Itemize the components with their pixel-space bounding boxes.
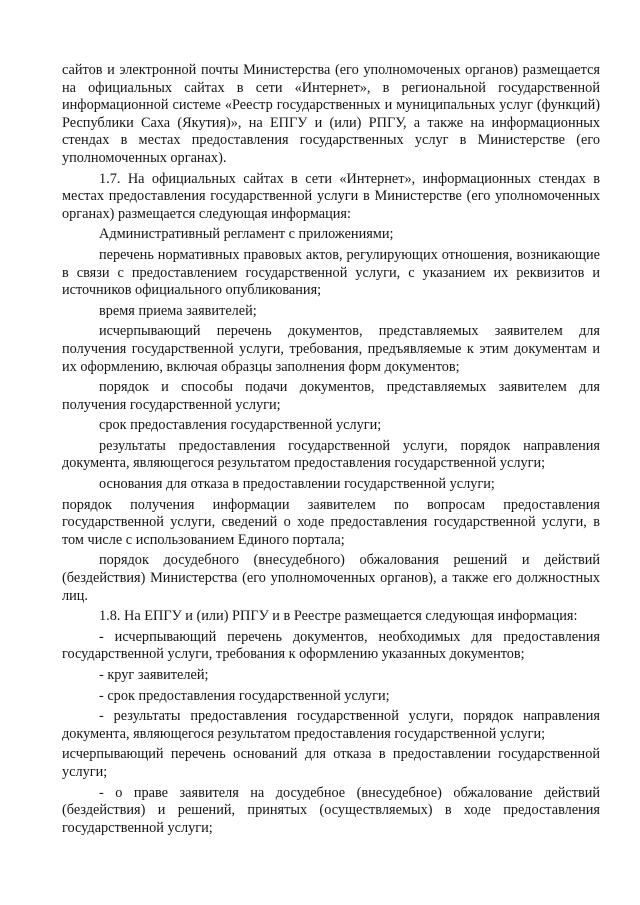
list-item-information-procedure: порядок получения информации заявителем по вопросам предоставления государственной услуги, сведений о ходе предоставления государственной услуги, в том числе с использованием Единого портала; bbox=[62, 496, 600, 548]
document-body bbox=[62, 62, 600, 840]
list-item-refusal-list: исчерпывающий перечень оснований для отказа в предоставлении государственной услуги; bbox=[62, 746, 600, 780]
list-item-results: - результаты предоставления государственной услуги, порядок направления документа, являющегося результатом предоставления государственной услуги; bbox=[62, 708, 600, 742]
paragraph-1-8: 1.8. На ЕПГУ и (или) РПГУ и в Реестре размещается следующая информация: bbox=[99, 608, 578, 625]
list-item-refusal-grounds: основания для отказа в предоставлении государственной услуги; bbox=[99, 476, 495, 493]
list-item-appeal-procedure: порядок досудебного (внесудебного) обжалования решений и действий (бездействия) Министерства (его уполномоченных органов), а также его должностных лиц. bbox=[62, 552, 600, 604]
list-item-legal-acts: перечень нормативных правовых актов, регулирующих отношения, возникающие в связи с предоставлением государственной услуги, с указанием их реквизитов и источников официального опубликования; bbox=[62, 246, 600, 299]
list-item-applicants: - круг заявителей; bbox=[99, 667, 209, 683]
list-item-service-term: срок предоставления государственной услуги; bbox=[99, 417, 382, 434]
paragraph-1-7: 1.7. На официальных сайтах в сети «Интернет», информационных стендах в местах предоставления государственной услуги в Министерстве (его уполномоченных органах) размещается следующая информация: bbox=[62, 170, 600, 222]
list-item-term: - срок предоставления государственной услуги; bbox=[99, 687, 390, 704]
list-item-documents-list: исчерпывающий перечень документов, представляемых заявителем для получения государственной услуги, требования, предъявляемые к этим документам и их оформлению, включая образцы заполнения форм документов; bbox=[62, 323, 600, 375]
list-item-admin-regulation: Административный регламент с приложениями; bbox=[99, 226, 394, 243]
list-item-service-results: результаты предоставления государственной услуги, порядок направления документа, являющегося результатом предоставления государственной услуги; bbox=[62, 437, 600, 472]
list-item-appeal-right: - о праве заявителя на досудебное (внесудебное) обжалование действий (бездействия) и решений, принятых (осуществляемых) в ходе предоставления государственной услуги; bbox=[62, 784, 600, 836]
paragraph-continuation: сайтов и электронной почты Министерства (его уполномоченых органов) размещается на официальных сайтах в сети «Интернет», в региональной государственной информационной системе «Реестр государственных и муниципальных услуг (функций) Республики Саха (Якутия)», на ЕПГУ и (или) РПГУ, а также на информационных стендах в местах предоставления государственных услуг в Министерстве (его уполномоченных органах). bbox=[62, 62, 600, 166]
list-item-required-documents: - исчерпывающий перечень документов, необходимых для предоставления государственной услуги, требования к оформлению указанных документов; bbox=[62, 628, 600, 663]
list-item-submission-methods: порядок и способы подачи документов, представляемых заявителем для получения государственной услуги; bbox=[62, 379, 600, 413]
list-item-reception-time: время приема заявителей; bbox=[99, 302, 257, 319]
